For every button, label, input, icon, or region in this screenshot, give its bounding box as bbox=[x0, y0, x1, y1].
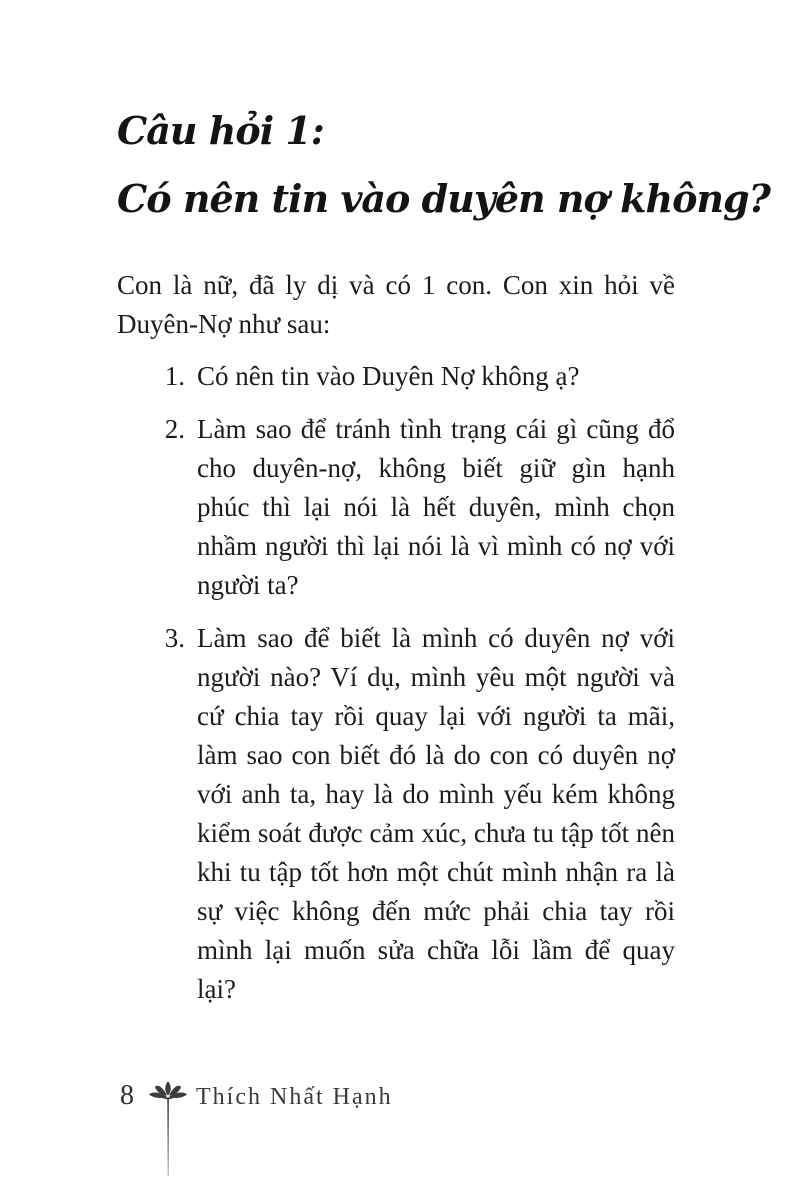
page-footer bbox=[120, 1080, 393, 1178]
page-number: 8 bbox=[120, 1080, 134, 1111]
question-list bbox=[117, 357, 675, 1023]
question-item-number: 2. bbox=[164, 414, 185, 444]
lotus-icon bbox=[148, 1080, 188, 1178]
intro-paragraph: Con là nữ, đã ly dị và có 1 con. Con xin hỏi về Duyên-Nợ như sau: bbox=[117, 270, 675, 339]
question-item bbox=[117, 410, 675, 605]
chapter-question-title: Có nên tin vào duyên nợ không? bbox=[117, 176, 770, 221]
question-item-text: Làm sao để biết là mình có duyên nợ với người nào? Ví dụ, mình yêu một người và cứ chia tay rồi quay lại với người ta mãi, làm sao con biết đó là do con có duyên nợ với anh ta, hay là do mình yếu kém không kiểm soát được cảm xúc, chưa tu tập tốt nên khi tu tập tốt hơn một chút mình nhận ra là sự việc không đến mức phải chia tay rồi mình lại muốn sửa chữa lỗi lầm để quay lại? bbox=[197, 623, 675, 1004]
question-item-number: 3. bbox=[164, 623, 185, 653]
author-name: Thích Nhất Hạnh bbox=[196, 1084, 393, 1110]
chapter-question-number: Câu hỏi 1: bbox=[117, 108, 324, 153]
question-item-number: 1. bbox=[164, 361, 185, 391]
question-item-text: Có nên tin vào Duyên Nợ không ạ? bbox=[197, 361, 580, 391]
question-item-text: Làm sao để tránh tình trạng cái gì cũng đổ cho duyên-nợ, không biết giữ gìn hạnh phúc thì lại nói là hết duyên, mình chọn nhầm người thì lại nói là vì mình có nợ với người ta? bbox=[197, 414, 675, 600]
question-item bbox=[117, 357, 675, 396]
question-item bbox=[117, 619, 675, 1009]
